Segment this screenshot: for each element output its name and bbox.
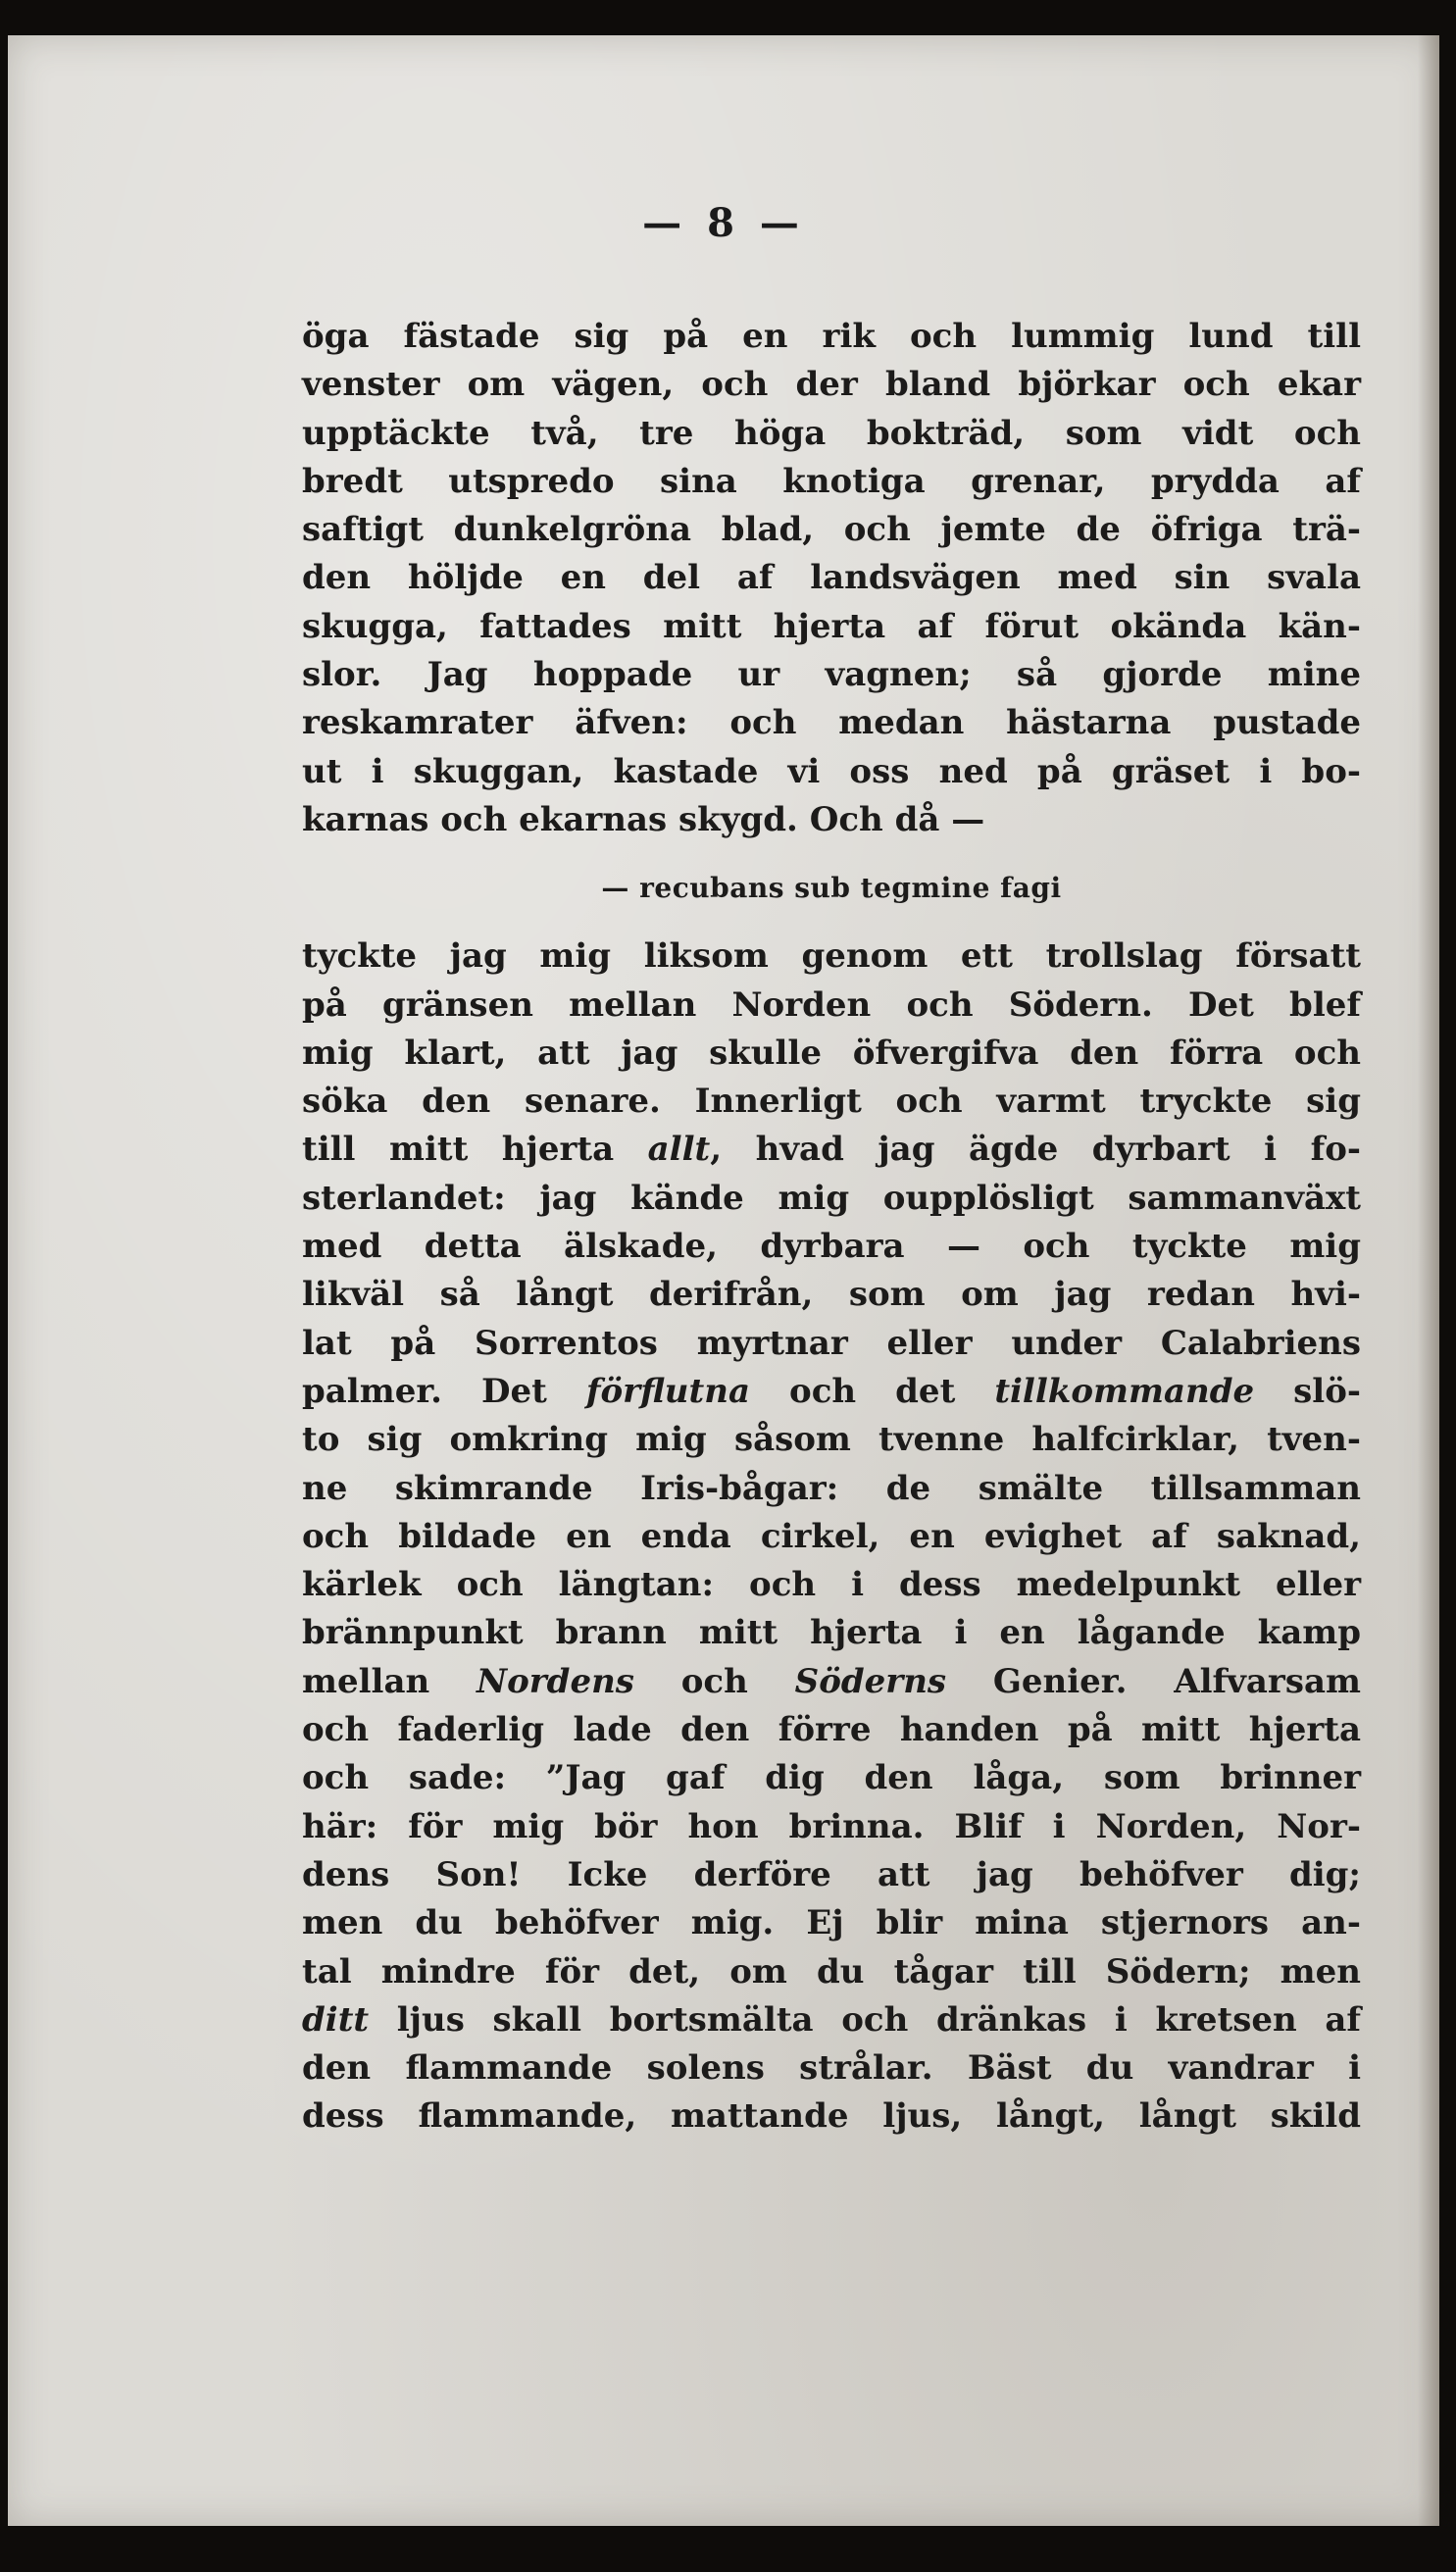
text-line: karnas och ekarnas skygd. Och då — bbox=[302, 799, 985, 839]
text-line: slor. Jag hoppade ur vagnen; så gjorde mine bbox=[302, 655, 1361, 695]
text-line: och sade: ”Jag gaf dig den låga, som brinner bbox=[302, 1758, 1361, 1798]
text-run: och det bbox=[749, 1371, 995, 1411]
text-line: söka den senare. Innerligt och varmt tryckte sig bbox=[302, 1082, 1361, 1122]
book-page bbox=[8, 35, 1439, 2526]
text-line bbox=[302, 1126, 1361, 1174]
text-line: ut i skuggan, kastade vi oss ned på gräset i bo- bbox=[302, 751, 1361, 791]
text-line: den flammande solens strålar. Bäst du vandrar i bbox=[302, 2048, 1361, 2089]
text-line: upptäckte två, tre höga bokträd, som vidt och bbox=[302, 413, 1361, 453]
text-line: lat på Sorrentos myrtnar eller under Calabriens bbox=[302, 1323, 1361, 1363]
page-edge-shadow bbox=[1418, 35, 1439, 2526]
text-line: reskamrater äfven: och medan hästarna pustade bbox=[302, 703, 1361, 743]
italic-word: Söderns bbox=[794, 1661, 947, 1701]
text-line: to sig omkring mig såsom tvenne halfcirklar, tven- bbox=[302, 1420, 1361, 1460]
text-line: sterlandet: jag kände mig oupplösligt sammanväxt bbox=[302, 1178, 1361, 1218]
text-run: slö- bbox=[1254, 1371, 1361, 1411]
text-line bbox=[302, 1368, 1361, 1416]
text-line: kärlek och längtan: och i dess medelpunkt eller bbox=[302, 1565, 1361, 1605]
text-line: ne skimrande Iris-bågar: de smälte tillsamman bbox=[302, 1468, 1361, 1508]
italic-word: allt bbox=[647, 1130, 711, 1170]
text-line bbox=[302, 1658, 1361, 1706]
text-run: palmer. Det bbox=[302, 1371, 586, 1411]
text-line: mig klart, att jag skulle öfvergifva den förra och bbox=[302, 1033, 1361, 1073]
page-number: — 8 — bbox=[642, 200, 805, 246]
text-line: på gränsen mellan Norden och Södern. Det blef bbox=[302, 984, 1361, 1025]
text-line: den höljde en del af landsvägen med sin svala bbox=[302, 558, 1361, 598]
latin-quote: — recubans sub tegmine fagi bbox=[601, 872, 1062, 905]
text-line: dens Son! Icke derföre att jag behöfver dig; bbox=[302, 1854, 1361, 1894]
text-run: , hvad jag ägde dyrbart i fo- bbox=[710, 1130, 1361, 1170]
text-run: mellan bbox=[302, 1661, 477, 1701]
text-line: tal mindre för det, om du tågar till Södern; men bbox=[302, 1951, 1361, 1992]
text-line: och faderlig lade den förre handen på mitt hjerta bbox=[302, 1710, 1361, 1750]
text-line: venster om vägen, och der bland björkar och ekar bbox=[302, 365, 1361, 405]
italic-word: ditt bbox=[302, 1999, 370, 2040]
text-run: ljus skall bortsmälta och dränkas i kretsen af bbox=[369, 1999, 1361, 2040]
text-line: tyckte jag mig liksom genom ett trollslag försatt bbox=[302, 936, 1361, 977]
text-line: likväl så långt derifrån, som om jag redan hvi- bbox=[302, 1275, 1361, 1315]
page-body bbox=[302, 313, 1361, 2142]
text-line: brännpunkt brann mitt hjerta i en lågande kamp bbox=[302, 1613, 1361, 1653]
text-line: skugga, fattades mitt hjerta af förut okända kän- bbox=[302, 606, 1361, 646]
text-line: dess flammande, mattande ljus, långt, långt skild bbox=[302, 2096, 1361, 2137]
text-line: med detta älskade, dyrbara — och tyckte mig bbox=[302, 1227, 1361, 1267]
text-run: Genier. Alfvarsam bbox=[946, 1661, 1361, 1701]
text-line: bredt utspredo sina knotiga grenar, prydda af bbox=[302, 461, 1361, 501]
text-line bbox=[302, 1996, 1361, 2044]
text-line: öga fästade sig på en rik och lummig lund till bbox=[302, 317, 1361, 356]
text-line: saftigt dunkelgröna blad, och jemte de öfriga trä- bbox=[302, 510, 1361, 550]
italic-word: förflutna bbox=[585, 1371, 750, 1411]
text-line: men du behöfver mig. Ej blir mina stjernors an- bbox=[302, 1903, 1361, 1943]
italic-word: Nordens bbox=[477, 1661, 634, 1701]
text-line: och bildade en enda cirkel, en evighet af saknad, bbox=[302, 1516, 1361, 1556]
italic-word: tillkommande bbox=[994, 1371, 1255, 1411]
text-run: till mitt hjerta bbox=[302, 1130, 648, 1170]
text-run: och bbox=[633, 1661, 795, 1701]
text-line: här: för mig bör hon brinna. Blif i Norden, Nor- bbox=[302, 1806, 1361, 1846]
